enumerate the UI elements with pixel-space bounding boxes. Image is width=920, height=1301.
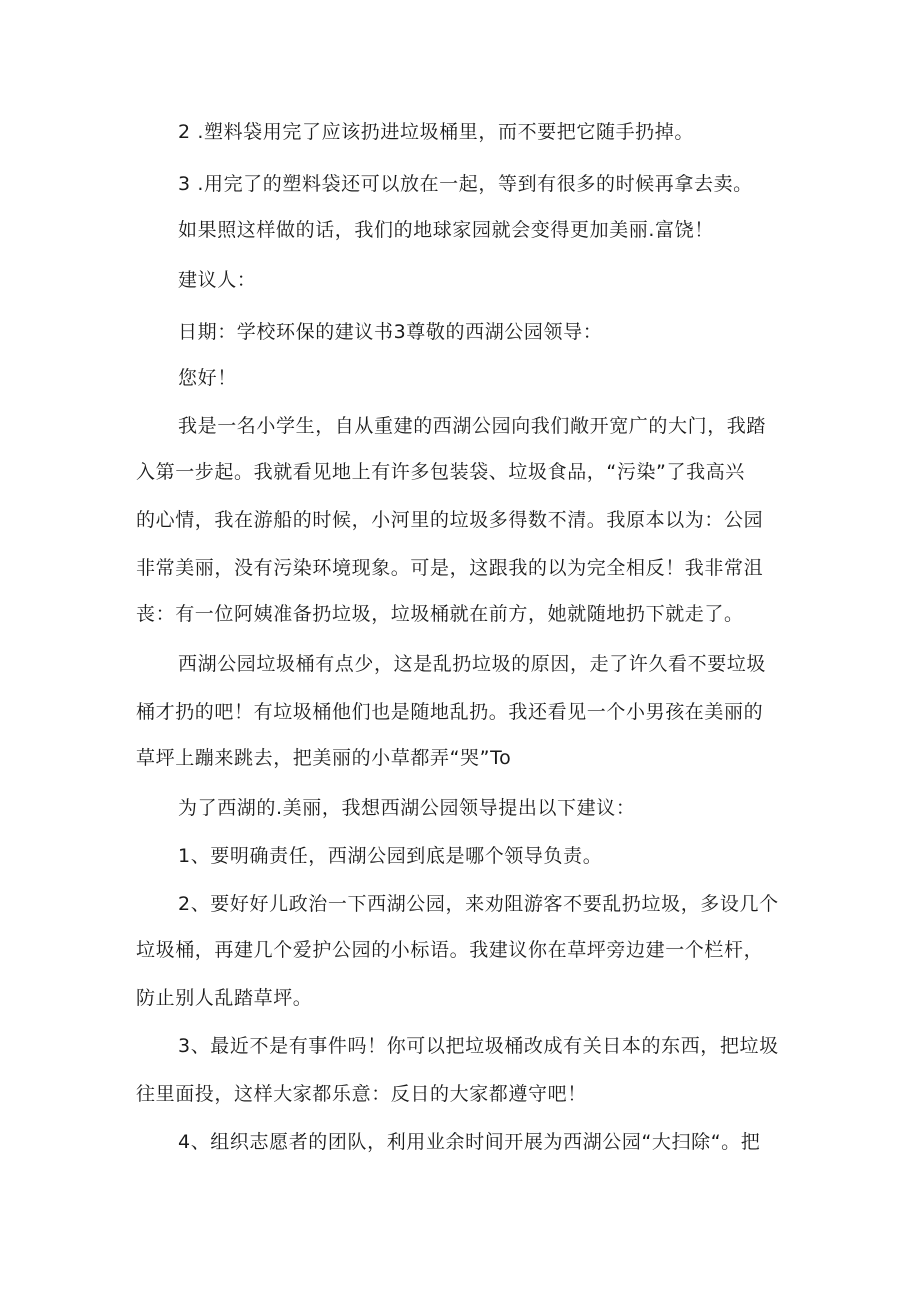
paragraph-line: 防止别人乱踏草坪。	[136, 987, 313, 1009]
paragraph-line: 西湖公园垃圾桶有点少，这是乱扔垃圾的原因，走了许久看不要垃圾	[178, 653, 767, 675]
paragraph-line: 非常美丽，没有污染环境现象。可是，这跟我的以为完全相反！我非常沮	[136, 557, 764, 579]
suggestion-4: 4、组织志愿者的团队，利用业余时间开展为西湖公园“大扫除“。把	[178, 1131, 761, 1153]
paragraph-line: 往里面投，这样大家都乐意：反日的大家都遵守吧！	[136, 1083, 587, 1105]
paragraph-line: 垃圾桶，再建几个爱护公园的小标语。我建议你在草坪旁边建一个栏杆，	[136, 939, 764, 961]
greeting: 您好！	[178, 367, 237, 389]
suggestion-intro: 为了西湖的.美丽，我想西湖公园领导提出以下建议：	[178, 797, 636, 819]
paragraph-line: 的心情，我在游船的时候，小河里的垃圾多得数不清。我原本以为：公园	[136, 509, 764, 531]
paragraph-line: 桶才扔的吧！有垃圾桶他们也是随地乱扔。我还看见一个小男孩在美丽的	[136, 701, 764, 723]
suggestion-2: 2、要好好儿政治一下西湖公园，来劝阻游客不要乱扔垃圾，多设几个	[178, 893, 779, 915]
date-and-title: 日期：学校环保的建议书3尊敬的西湖公园领导：	[178, 321, 603, 343]
signature-label: 建议人：	[178, 269, 257, 291]
suggestion-1: 1、要明确责任，西湖公园到底是哪个领导负责。	[178, 845, 603, 867]
paragraph-line: 入第一步起。我就看见地上有许多包装袋、垃圾食品，“污染”了我高兴	[136, 461, 745, 483]
paragraph-line: 我是一名小学生，自从重建的西湖公园向我们敞开宽广的大门，我踏	[178, 415, 767, 437]
list-item-2: 2 .塑料袋用完了应该扔进垃圾桶里，而不要把它随手扔掉。	[178, 121, 694, 143]
suggestion-3: 3、最近不是有事件吗！你可以把垃圾桶改成有关日本的东西，把垃圾	[178, 1035, 779, 1057]
paragraph-conclusion: 如果照这样做的话，我们的地球家园就会变得更加美丽.富饶！	[178, 219, 714, 241]
list-item-3: 3 .用完了的塑料袋还可以放在一起，等到有很多的时候再拿去卖。	[178, 173, 753, 195]
paragraph-line: 草坪上蹦来跳去，把美丽的小草都弄“哭”To	[136, 747, 512, 769]
paragraph-line: 丧：有一位阿姨准备扔垃圾，垃圾桶就在前方，她就随地扔下就走了。	[136, 603, 744, 625]
